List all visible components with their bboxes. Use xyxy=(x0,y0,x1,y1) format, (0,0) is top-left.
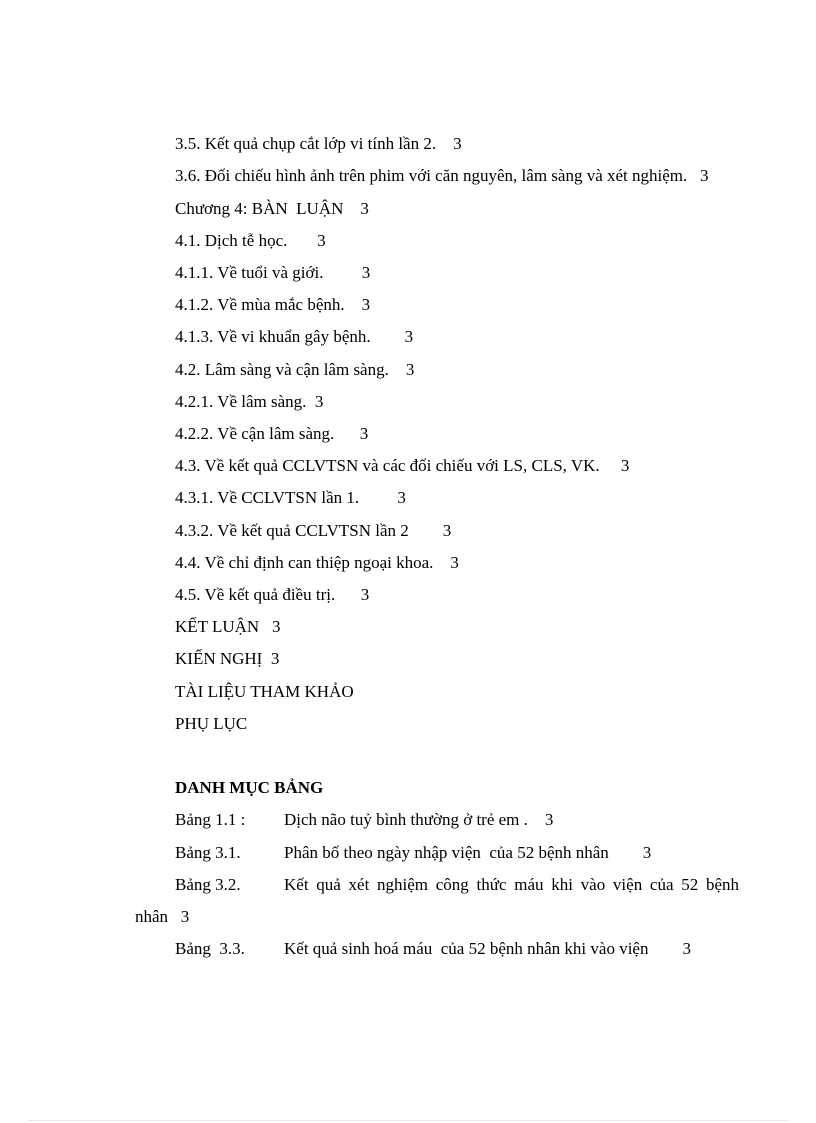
table-title: Phân bố theo ngày nhập viện của 52 bệnh nhân 3 xyxy=(284,843,652,862)
toc-entry: Chương 4: BÀN LUẬN 3 xyxy=(175,199,369,218)
page-bottom-rule xyxy=(28,1120,788,1121)
table-label: Bảng 3.2. xyxy=(175,875,241,894)
toc-entry: 3.5. Kết quả chụp cắt lớp vi tính lần 2. 3 xyxy=(175,134,462,153)
toc-entry: 4.1.1. Về tuổi và giới. 3 xyxy=(175,263,371,282)
toc-entry: 4.1.3. Về vi khuẩn gây bệnh. 3 xyxy=(175,327,414,346)
table-label: Bảng 1.1 : xyxy=(175,810,246,829)
toc-entry: 4.3.2. Về kết quả CCLVTSN lần 2 3 xyxy=(175,521,452,540)
toc-entry: 3.6. Đối chiếu hình ảnh trên phim với căn nguyên, lâm sàng và xét nghiệm. 3 xyxy=(175,166,709,185)
toc-entry: 4.2. Lâm sàng và cận lâm sàng. 3 xyxy=(175,360,415,379)
toc-entry: KẾT LUẬN 3 xyxy=(175,617,281,636)
toc-entry: 4.1. Dịch tễ học. 3 xyxy=(175,231,326,250)
table-label: Bảng 3.3. xyxy=(175,939,245,958)
table-title: Kết quả sinh hoá máu của 52 bệnh nhân khi vào viện 3 xyxy=(284,939,691,958)
table-label: Bảng 3.1. xyxy=(175,843,241,862)
toc-entry: 4.1.2. Về mùa mắc bệnh. 3 xyxy=(175,295,371,314)
toc-entry: KIẾN NGHỊ 3 xyxy=(175,649,280,668)
toc-entry: PHỤ LỤC xyxy=(175,714,248,733)
toc-entry: TÀI LIỆU THAM KHẢO xyxy=(175,682,354,701)
toc-entry: 4.5. Về kết quả điều trị. 3 xyxy=(175,585,370,604)
tables-list-heading: DANH MỤC BẢNG xyxy=(175,778,324,797)
toc-entry: 4.3. Về kết quả CCLVTSN và các đối chiếu với LS, CLS, VK. 3 xyxy=(175,456,630,475)
table-title-continuation: nhân 3 xyxy=(135,907,190,926)
toc-entry: 4.3.1. Về CCLVTSN lần 1. 3 xyxy=(175,488,406,507)
toc-entry: 4.2.1. Về lâm sàng. 3 xyxy=(175,392,324,411)
toc-entry: 4.2.2. Về cận lâm sàng. 3 xyxy=(175,424,369,443)
table-title: Dịch não tuỷ bình thường ở trẻ em . 3 xyxy=(284,810,554,829)
toc-entry: 4.4. Về chỉ định can thiệp ngoại khoa. 3 xyxy=(175,553,459,572)
table-title: Kết quả xét nghiệm công thức máu khi vào viện của 52 bệnh xyxy=(284,875,739,894)
